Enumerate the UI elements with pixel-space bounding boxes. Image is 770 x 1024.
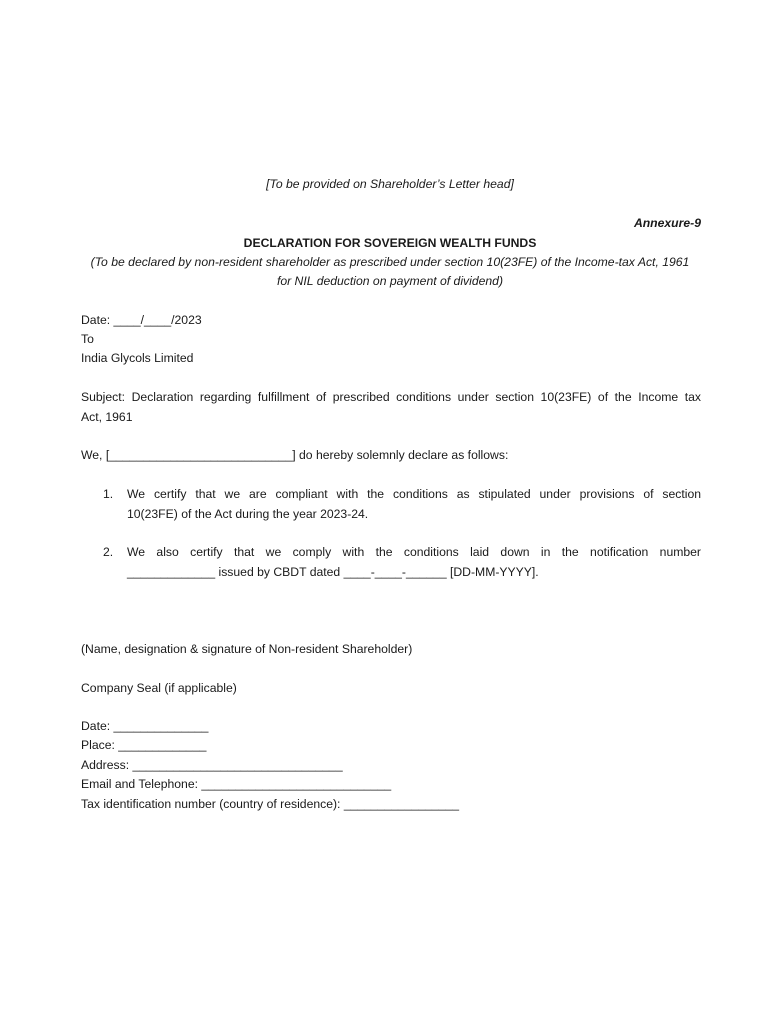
footer-address-field: Address: _______________________________: [81, 758, 343, 772]
addressee-company: India Glycols Limited: [81, 351, 194, 365]
list-item-number: 2.: [103, 545, 114, 559]
addressee-to: To: [81, 332, 94, 346]
footer-place-field: Place: _____________: [81, 738, 207, 752]
footer-contact-field: Email and Telephone: ____________________________: [81, 777, 392, 791]
list-item-line2: _____________ issued by CBDT dated ____-____-______ [DD-MM-YYYY].: [127, 565, 539, 579]
subject-paragraph: [81, 387, 701, 427]
subject-line2: Act, 1961: [81, 410, 133, 424]
date-line: Date: ____/____/2023: [81, 313, 202, 327]
footer-tax-id-field: Tax identification number (country of residence): _________________: [81, 797, 460, 811]
letterhead-note: [To be provided on Shareholder’s Letter head]: [266, 177, 514, 191]
annexure-label: Annexure-9: [633, 216, 701, 230]
list-item-number: 1.: [103, 487, 114, 501]
document-subtitle-line1: (To be declared by non-resident shareholder as prescribed under section 10(23FE) of the Income-tax Act, 1961: [90, 255, 690, 269]
declaration-intro: We, [___________________________] do hereby solemnly declare as follows:: [81, 448, 509, 462]
company-seal-caption: Company Seal (if applicable): [81, 681, 237, 695]
list-item-line1: We certify that we are compliant with the conditions as stipulated under provisions of section: [127, 487, 701, 501]
document-title: DECLARATION FOR SOVEREIGN WEALTH FUNDS: [243, 236, 537, 250]
document-subtitle-line2: for NIL deduction on payment of dividend): [276, 274, 504, 288]
signature-caption: (Name, designation & signature of Non-resident Shareholder): [81, 642, 413, 656]
subject-line1: Subject: Declaration regarding fulfillment of prescribed conditions under section 10(23FE) of the Income tax: [81, 390, 701, 404]
footer-date-field: Date: ______________: [81, 719, 209, 733]
list-item-line1: We also certify that we comply with the conditions laid down in the notification number: [127, 545, 701, 559]
list-item-text: [127, 542, 701, 582]
list-item-text: [127, 484, 701, 524]
list-item-line2: 10(23FE) of the Act during the year 2023-24.: [127, 507, 369, 521]
